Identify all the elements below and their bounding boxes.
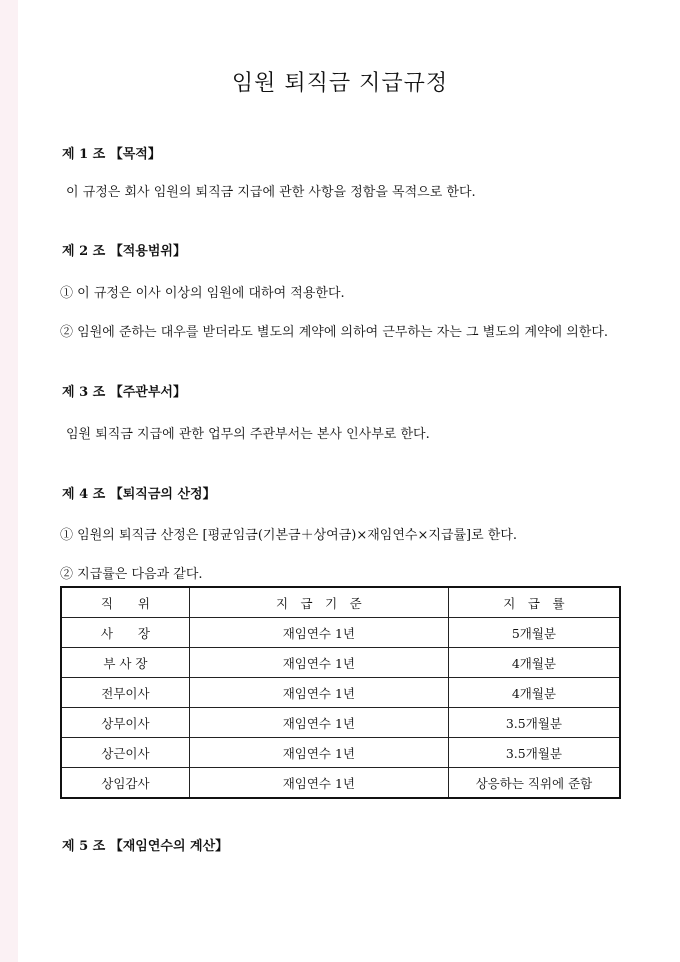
column-header-criteria: 지 급 기 준 xyxy=(189,587,448,618)
cell-rate: 상응하는 직위에 준함 xyxy=(448,768,620,799)
article-1-heading: 제 1 조 【목적】 xyxy=(62,147,161,162)
payment-rate-table xyxy=(60,586,621,799)
column-header-position: 직 위 xyxy=(61,587,189,618)
table-row xyxy=(61,768,620,799)
cell-criteria: 재임연수 1년 xyxy=(189,618,448,648)
cell-criteria: 재임연수 1년 xyxy=(189,768,448,799)
article-3-paragraph: 임원 퇴직금 지급에 관한 업무의 주관부서는 본사 인사부로 한다. xyxy=(66,427,430,442)
table-row xyxy=(61,708,620,738)
cell-rate: 4개월분 xyxy=(448,648,620,678)
table-row xyxy=(61,618,620,648)
article-4-clause-1: ① 임원의 퇴직금 산정은 [평균임금(기본금＋상여금)×재임연수×지급률]로 한다. xyxy=(60,528,518,543)
article-4-clause-2: ② 지급률은 다음과 같다. xyxy=(60,567,203,582)
column-header-rate: 지 급 률 xyxy=(448,587,620,618)
cell-position: 상무이사 xyxy=(61,708,189,738)
cell-criteria: 재임연수 1년 xyxy=(189,708,448,738)
cell-position: 상근이사 xyxy=(61,738,189,768)
table-row xyxy=(61,648,620,678)
table-header-row xyxy=(61,587,620,618)
article-2-heading: 제 2 조 【적용범위】 xyxy=(62,244,186,259)
cell-rate: 5개월분 xyxy=(448,618,620,648)
cell-criteria: 재임연수 1년 xyxy=(189,648,448,678)
article-5-heading: 제 5 조 【재임연수의 계산】 xyxy=(62,839,229,854)
cell-position: 전무이사 xyxy=(61,678,189,708)
article-1-paragraph: 이 규정은 회사 임원의 퇴직금 지급에 관한 사항을 정함을 목적으로 한다. xyxy=(66,185,476,200)
cell-criteria: 재임연수 1년 xyxy=(189,738,448,768)
article-2-clause-2: ② 임원에 준하는 대우를 받더라도 별도의 계약에 의하여 근무하는 자는 그 별도의 계약에 의한다. xyxy=(60,325,609,340)
cell-criteria: 재임연수 1년 xyxy=(189,678,448,708)
table-row xyxy=(61,678,620,708)
cell-position: 사 장 xyxy=(61,618,189,648)
article-3-heading: 제 3 조 【주관부서】 xyxy=(62,385,186,400)
cell-rate: 3.5개월분 xyxy=(448,708,620,738)
cell-position: 상임감사 xyxy=(61,768,189,799)
cell-rate: 4개월분 xyxy=(448,678,620,708)
article-4-heading: 제 4 조 【퇴직금의 산정】 xyxy=(62,487,216,502)
document-title: 임원 퇴직금 지급규정 xyxy=(231,71,449,96)
article-2-clause-1: ① 이 규정은 이사 이상의 임원에 대하여 적용한다. xyxy=(60,286,345,301)
cell-rate: 3.5개월분 xyxy=(448,738,620,768)
cell-position: 부 사 장 xyxy=(61,648,189,678)
table-row xyxy=(61,738,620,768)
